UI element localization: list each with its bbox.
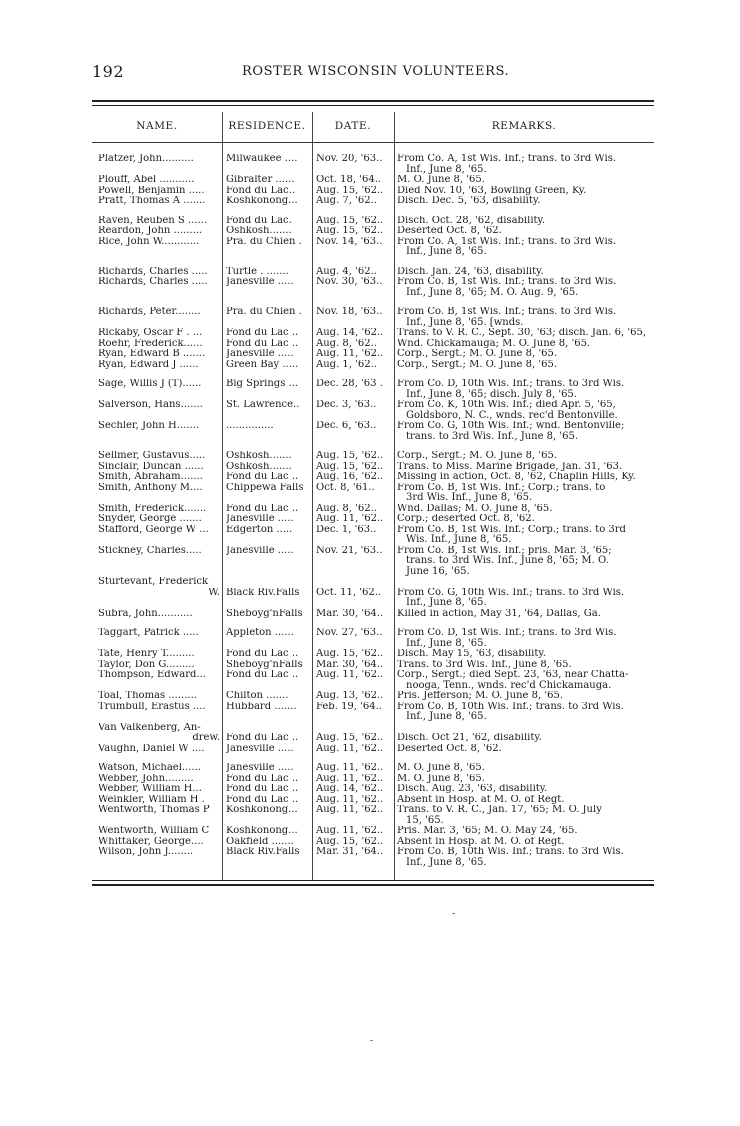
table-row xyxy=(92,847,654,868)
soldier-name: Whittaker, George.... xyxy=(98,836,204,847)
enlistment-date: Aug. 11, '62.. xyxy=(316,349,384,359)
residence: Fond du Lac .. xyxy=(226,784,299,794)
top-rule-thin xyxy=(92,105,654,106)
remarks-line: From Co. G, 10th Wis. Inf.; trans. to 3rd Wis. xyxy=(397,587,625,598)
table-row xyxy=(92,774,654,785)
table-row xyxy=(92,525,654,546)
table-row xyxy=(92,175,654,186)
residence: ............... xyxy=(226,421,274,431)
table-row xyxy=(92,216,654,227)
table-row xyxy=(92,660,654,671)
remarks-line: Trans. to V. R. C., Sept. 30, '63; disch. Jan. 6, '65, xyxy=(397,328,647,338)
header-residence: RESIDENCE. xyxy=(228,120,306,132)
remarks xyxy=(397,451,653,462)
enlistment-date: Aug. 8, '62.. xyxy=(316,503,377,514)
remarks xyxy=(397,514,653,525)
remarks-line: Disch. Oct. 28, '62, disability. xyxy=(397,215,546,226)
soldier-name: Roehr, Frederick...... xyxy=(98,338,203,349)
remarks xyxy=(397,267,653,278)
remarks-line: From Co. B, 1st Wis. Inf.; trans. to 3rd Wis. xyxy=(397,277,617,287)
residence: Fond du Lac .. xyxy=(226,773,299,784)
table-row xyxy=(92,744,654,755)
bottom-rule-thick xyxy=(92,884,654,886)
enlistment-date: Dec. 28, '63 . xyxy=(316,379,383,389)
table-row xyxy=(92,186,654,197)
residence: Big Springs ... xyxy=(226,379,299,389)
enlistment-date: Nov. 27, '63.. xyxy=(316,628,383,638)
residence: Oshkosh....... xyxy=(226,461,292,472)
table-row xyxy=(92,577,654,588)
table-row xyxy=(92,628,654,649)
remarks-line: Corp., Sergt.; M. O. June 8, '65. xyxy=(397,359,558,370)
soldier-name: Van Valkenberg, An- xyxy=(98,722,201,733)
remarks-line: Corp., Sergt.; M. O. June 8, '65. xyxy=(397,349,558,359)
soldier-name: Tate, Henry T......... xyxy=(98,649,195,659)
remarks xyxy=(397,784,653,795)
remarks-line: nooga, Tenn., wnds. rec'd Chickamauga. xyxy=(406,679,612,691)
remarks xyxy=(397,660,653,671)
remarks-line: Disch. Dec. 5, '63, disability. xyxy=(397,196,541,206)
enlistment-date: Aug. 14, '62.. xyxy=(316,784,384,794)
table-row xyxy=(92,154,654,175)
remarks xyxy=(397,360,653,371)
remarks-line: Absent in Hosp. at M. O. of Regt. xyxy=(397,794,565,805)
remarks-line: M. O. June 8, '65. xyxy=(397,763,485,773)
remarks-line: From Co. B, 1st Wis. Inf.; trans. to 3rd Wis. xyxy=(397,307,617,317)
table-row xyxy=(92,483,654,504)
header-rule xyxy=(92,142,654,143)
remarks-line: Absent in Hosp. at M. O. of Regt. xyxy=(397,836,565,847)
enlistment-date: Mar. 31, '64.. xyxy=(316,847,384,857)
soldier-name: Sechler, John H....... xyxy=(98,421,200,431)
soldier-name: Vaughn, Daniel W .... xyxy=(98,743,205,754)
remarks-line: Goldsboro, N. C., wnds. rec'd Bentonville. xyxy=(406,409,618,421)
soldier-name: Taylor, Don G......... xyxy=(98,659,195,670)
soldier-name: Trumbull, Erastus .... xyxy=(98,701,206,712)
remarks-line: From Co. D, 10th Wis. Inf.; trans. to 3rd Wis. xyxy=(397,379,625,389)
residence: Appleton ...... xyxy=(226,628,294,638)
soldier-name: Wentworth, William C xyxy=(98,826,210,836)
remarks xyxy=(397,805,653,826)
residence: Fond du Lac .. xyxy=(226,794,299,805)
remarks-line: Inf., June 8, '65; disch. July 8, '65. xyxy=(406,388,577,400)
bottom-rule-thin xyxy=(92,880,654,881)
remarks-line: 15, '65. xyxy=(406,814,444,826)
enlistment-date: Nov. 14, '63.. xyxy=(316,236,383,247)
enlistment-date: Aug. 14, '62.. xyxy=(316,328,384,338)
residence: Koshkonong... xyxy=(226,196,298,206)
table-row xyxy=(92,837,654,848)
table-row xyxy=(92,360,654,371)
enlistment-date: Nov. 20, '63.. xyxy=(316,154,383,164)
remarks xyxy=(397,186,653,197)
remarks xyxy=(397,421,653,442)
table-row xyxy=(92,451,654,462)
residence: Edgerton ..... xyxy=(226,524,293,535)
residence: Fond du Lac. xyxy=(226,215,292,226)
remarks-line: Disch. Aug. 23, '63, disability. xyxy=(397,784,548,794)
remarks-line: Inf., June 8, '65. xyxy=(406,597,487,608)
remarks-line: Pris. Mar. 3, '65; M. O. May 24, '65. xyxy=(397,826,578,836)
enlistment-date: Aug. 11, '62.. xyxy=(316,773,384,784)
residence: Janesville ..... xyxy=(226,545,294,556)
enlistment-date: Oct. 18, '64.. xyxy=(316,175,382,185)
table-row xyxy=(92,379,654,400)
remarks-line: From Co. B, 10th Wis. Inf.; trans. to 3rd Wis. xyxy=(397,847,624,857)
page-number: 192 xyxy=(92,62,125,81)
soldier-name: Rickaby, Oscar F . ... xyxy=(98,328,203,338)
residence: Fond du Lac .. xyxy=(226,503,299,514)
enlistment-date: Aug. 11, '62.. xyxy=(316,670,384,680)
table-row xyxy=(92,763,654,774)
table-row xyxy=(92,691,654,702)
residence: Oakfield ....... xyxy=(226,836,294,847)
roster-table xyxy=(92,112,654,880)
soldier-name: Smith, Anthony M.... xyxy=(98,482,203,493)
stray-mark xyxy=(452,913,455,914)
remarks-line: M. O. June 8, '65. xyxy=(397,773,485,784)
remarks-line: Corp., Sergt.; M. O. June 8, '65. xyxy=(397,451,558,461)
table-row xyxy=(92,472,654,483)
residence: Koshkonong... xyxy=(226,805,298,815)
stray-mark xyxy=(370,1040,373,1041)
residence: Fond du Lac .. xyxy=(226,338,299,349)
soldier-name: Richards, Charles ..... xyxy=(98,277,208,287)
remarks-line: trans. to 3rd Wis. Inf., June 8, '65. xyxy=(406,430,579,442)
remarks-line: Inf., June 8, '65. xyxy=(406,163,487,175)
remarks-line: Corp.; deserted Oct. 8, '62. xyxy=(397,514,535,524)
remarks-line: From Co. B, 10th Wis. Inf.; trans. to 3rd Wis. xyxy=(397,701,624,712)
remarks-line: trans. to 3rd Wis. Inf., June 8, '65; M. O. xyxy=(406,555,609,566)
remarks-line: Trans. to 3rd Wis. Inf., June 8, '65. xyxy=(397,659,572,670)
soldier-name: Ryan, Edward J ...... xyxy=(98,359,199,370)
soldier-name: Powell, Benjamin ..... xyxy=(98,185,205,196)
enlistment-date: Aug. 15, '62.. xyxy=(316,185,384,196)
roster-rows xyxy=(92,154,654,868)
table-row xyxy=(92,784,654,795)
residence: Fond du Lac .. xyxy=(226,670,299,680)
table-row xyxy=(92,462,654,473)
soldier-name: Sturtevant, Frederick xyxy=(98,577,209,587)
table-row xyxy=(92,307,654,328)
enlistment-date: Dec. 3, '63.. xyxy=(316,400,377,410)
soldier-name: Weinkler, William H . xyxy=(98,794,205,805)
remarks-line: Wnd. Chickamauga; M. O. June 8, '65. xyxy=(397,338,591,349)
residence: Oshkosh....... xyxy=(226,451,292,461)
soldier-name: Reardon, John ......... xyxy=(98,226,203,236)
remarks xyxy=(397,826,653,837)
remarks xyxy=(397,702,653,723)
residence: Black Riv.Falls xyxy=(226,587,300,598)
residence: Fond du Lac .. xyxy=(226,733,299,743)
table-row xyxy=(92,504,654,515)
remarks-line: From Co. A, 1st Wis. Inf.; trans. to 3rd Wis. xyxy=(397,154,617,164)
remarks-line: From Co. G, 10th Wis. Inf.; wnd. Bentonville; xyxy=(397,421,625,431)
enlistment-date: Aug. 13, '62.. xyxy=(316,691,384,701)
residence: Janesville ..... xyxy=(226,277,294,287)
remarks xyxy=(397,763,653,774)
enlistment-date: Aug. 15, '62.. xyxy=(316,649,384,659)
table-row xyxy=(92,421,654,442)
remarks-line: 3rd Wis. Inf., June 8, '65. xyxy=(406,492,533,503)
remarks xyxy=(397,328,653,339)
enlistment-date: Nov. 21, '63.. xyxy=(316,545,383,556)
table-row xyxy=(92,400,654,421)
enlistment-date: Aug. 15, '62.. xyxy=(316,733,384,743)
remarks-line: June 16, '65. xyxy=(406,565,470,577)
page-header xyxy=(92,62,654,82)
enlistment-date: Dec. 1, '63.. xyxy=(316,524,377,535)
soldier-name: Taggart, Patrick ..... xyxy=(98,628,199,638)
residence: St. Lawrence.. xyxy=(226,400,300,410)
remarks xyxy=(397,774,653,785)
soldier-name: W. xyxy=(208,587,220,598)
enlistment-date: Aug. 16, '62.. xyxy=(316,472,384,482)
soldier-name: Stafford, George W ... xyxy=(98,524,209,535)
residence: Black Riv.Falls xyxy=(226,847,300,857)
remarks xyxy=(397,400,653,421)
remarks xyxy=(397,588,653,609)
soldier-name: Plouff, Abel ........... xyxy=(98,175,195,185)
residence: Fond du Lac.. xyxy=(226,185,296,196)
soldier-name: Richards, Peter........ xyxy=(98,307,201,317)
soldier-name: Salverson, Hans....... xyxy=(98,400,203,410)
table-row xyxy=(92,805,654,826)
remarks-line: Trans. to Miss. Marine Brigade, Jan. 31, '63. xyxy=(397,461,623,472)
table-row xyxy=(92,795,654,806)
residence: Hubbard ....... xyxy=(226,701,297,712)
residence: Sheboyg'nFalls xyxy=(226,659,303,670)
residence: Janesville ..... xyxy=(226,763,294,773)
remarks xyxy=(397,691,653,702)
remarks xyxy=(397,837,653,848)
enlistment-date: Aug. 11, '62.. xyxy=(316,514,384,524)
remarks xyxy=(397,196,653,207)
soldier-name: Ryan, Edward B ....... xyxy=(98,349,206,359)
table-row xyxy=(92,226,654,237)
enlistment-date: Oct. 8, '61.. xyxy=(316,482,375,493)
soldier-name: Sellmer, Gustavus..... xyxy=(98,451,206,461)
remarks-line: Killed in action, May 31, '64, Dallas, Ga. xyxy=(397,608,601,619)
enlistment-date: Aug. 15, '62.. xyxy=(316,215,384,226)
soldier-name: Watson, Michael...... xyxy=(98,763,201,773)
residence: Janesville ..... xyxy=(226,743,294,754)
table-row xyxy=(92,733,654,744)
remarks xyxy=(397,237,653,258)
enlistment-date: Aug. 1, '62.. xyxy=(316,359,377,370)
remarks xyxy=(397,379,653,400)
remarks xyxy=(397,733,653,744)
soldier-name: Stickney, Charles..... xyxy=(98,545,202,556)
soldier-name: Platzer, John.......... xyxy=(98,154,194,164)
remarks xyxy=(397,525,653,546)
enlistment-date: Aug. 11, '62.. xyxy=(316,805,384,815)
soldier-name: Raven, Reuben S ...... xyxy=(98,215,208,226)
remarks xyxy=(397,744,653,755)
table-row xyxy=(92,588,654,609)
header-remarks: REMARKS. xyxy=(491,120,557,132)
remarks xyxy=(397,670,653,691)
remarks-line: Deserted Oct. 8, '62. xyxy=(397,743,502,754)
table-row xyxy=(92,723,654,734)
residence: Janesville ..... xyxy=(226,514,294,524)
remarks xyxy=(397,349,653,360)
enlistment-date: Dec. 6, '63.. xyxy=(316,421,377,431)
remarks-line: Inf., June 8, '65. xyxy=(406,856,487,868)
remarks xyxy=(397,847,653,868)
enlistment-date: Aug. 11, '62.. xyxy=(316,743,384,754)
remarks-line: Deserted Oct. 8, '62. xyxy=(397,226,502,236)
remarks-line: Disch. May 15, '63, disability. xyxy=(397,649,546,659)
remarks xyxy=(397,795,653,806)
remarks-line: Inf., June 8, '65. xyxy=(406,711,487,722)
soldier-name: Sinclair, Duncan ...... xyxy=(98,461,204,472)
soldier-name: Webber, William H... xyxy=(98,784,202,794)
residence: Pra. du Chien . xyxy=(226,307,302,317)
table-row xyxy=(92,609,654,620)
top-rule-thick xyxy=(92,100,654,102)
remarks-line: From Co. B, 1st Wis. Inf.; pris. Mar. 3, '65; xyxy=(397,545,612,556)
soldier-name: Subra, John........... xyxy=(98,608,193,619)
remarks xyxy=(397,277,653,298)
enlistment-date: Aug. 15, '62.. xyxy=(316,451,384,461)
remarks-line: Inf., June 8, '65. xyxy=(406,637,487,649)
soldier-name: Smith, Frederick....... xyxy=(98,503,207,514)
enlistment-date: Mar. 30, '64.. xyxy=(316,659,384,670)
residence: Fond du Lac .. xyxy=(226,328,299,338)
remarks-line: From Co. K, 10th Wis. Inf.; died Apr. 5, '65, xyxy=(397,400,616,410)
soldier-name: drew. xyxy=(192,733,220,743)
table-row xyxy=(92,702,654,723)
residence: Fond du Lac .. xyxy=(226,472,299,482)
enlistment-date: Aug. 11, '62.. xyxy=(316,826,384,836)
remarks xyxy=(397,226,653,237)
remarks xyxy=(397,307,653,328)
soldier-name: Snyder, George ....... xyxy=(98,514,202,524)
table-row xyxy=(92,328,654,339)
table-row xyxy=(92,267,654,278)
table-row xyxy=(92,339,654,350)
soldier-name: Wilson, John J........ xyxy=(98,847,194,857)
remarks xyxy=(397,154,653,175)
table-row xyxy=(92,514,654,525)
residence: Janesville ..... xyxy=(226,349,294,359)
remarks xyxy=(397,472,653,483)
remarks-line: From Co. D, 1st Wis. Inf.; trans. to 3rd Wis. xyxy=(397,628,617,638)
header-name: NAME. xyxy=(136,120,178,132)
remarks-line: From Co. A, 1st Wis. Inf.; trans. to 3rd Wis. xyxy=(397,236,617,247)
table-row xyxy=(92,349,654,360)
enlistment-date: Aug. 11, '62.. xyxy=(316,763,384,773)
soldier-name: Toal, Thomas ......... xyxy=(98,691,197,701)
residence: Green Bay ..... xyxy=(226,359,299,370)
residence: Chippewa Falls xyxy=(226,482,304,493)
residence: Turtle . ....... xyxy=(226,266,289,277)
soldier-name: Thompson, Edward... xyxy=(98,670,206,680)
remarks-line: Died Nov. 10, '63, Bowling Green, Ky. xyxy=(397,185,587,196)
soldier-name: Smith, Abraham....... xyxy=(98,472,203,482)
enlistment-date: Aug. 15, '62.. xyxy=(316,461,384,472)
remarks-line: Inf., June 8, '65. xyxy=(406,246,487,257)
enlistment-date: Aug. 7, '62.. xyxy=(316,196,377,206)
remarks xyxy=(397,483,653,504)
remarks xyxy=(397,628,653,649)
remarks-line: Wnd. Dallas; M. O. June 8, '65. xyxy=(397,503,553,514)
remarks xyxy=(397,462,653,473)
soldier-name: Webber, John......... xyxy=(98,773,194,784)
remarks-line: Missing in action, Oct. 8, '62, Chaplin Hills, Ky. xyxy=(397,472,636,482)
header-date: DATE. xyxy=(334,120,372,132)
remarks-line: From Co. B, 1st Wis. Inf.; Corp.; trans. to 3rd xyxy=(397,524,626,535)
enlistment-date: Feb. 19, '64.. xyxy=(316,701,382,712)
remarks-line: M. O. June 8, '65. xyxy=(397,175,485,185)
remarks xyxy=(397,649,653,660)
remarks-line: Inf., June 8, '65; M. O. Aug. 9, '65. xyxy=(406,286,579,298)
residence: Milwaukee .... xyxy=(226,154,298,164)
enlistment-date: Nov. 18, '63.. xyxy=(316,307,383,317)
table-row xyxy=(92,237,654,258)
remarks-line: Trans. to V. R. C., Jan. 17, '65; M. O. July xyxy=(397,805,602,815)
remarks xyxy=(397,609,653,620)
soldier-name: Pratt, Thomas A ....... xyxy=(98,196,206,206)
soldier-name: Rice, John W............ xyxy=(98,236,200,247)
table-row xyxy=(92,277,654,298)
remarks-line: Corp., Sergt.; died Sept. 23, '63, near Chatta- xyxy=(397,670,629,680)
enlistment-date: Aug. 11, '62.. xyxy=(316,794,384,805)
table-row xyxy=(92,196,654,207)
residence: Gibralter ...... xyxy=(226,175,295,185)
residence: Oshkosh....... xyxy=(226,226,292,236)
remarks-line: From Co. B, 1st Wis. Inf.; Corp.; trans. to xyxy=(397,482,606,493)
enlistment-date: Nov. 30, '63.. xyxy=(316,277,383,287)
remarks-line: Wis. Inf., June 8, '65. xyxy=(406,534,512,545)
running-title: ROSTER WISCONSIN VOLUNTEERS. xyxy=(242,64,510,79)
remarks xyxy=(397,339,653,350)
enlistment-date: Aug. 15, '62.. xyxy=(316,836,384,847)
residence: Pra. du Chien . xyxy=(226,236,302,247)
table-row xyxy=(92,546,654,578)
residence: Sheboyg'nFalls xyxy=(226,608,303,619)
remarks-line: Disch. Jan. 24, '63, disability. xyxy=(397,266,544,277)
table-row xyxy=(92,649,654,660)
soldier-name: Wentworth, Thomas P xyxy=(98,805,210,815)
remarks xyxy=(397,504,653,515)
enlistment-date: Aug. 8, '62.. xyxy=(316,338,377,349)
soldier-name: Richards, Charles ..... xyxy=(98,266,208,277)
table-row xyxy=(92,670,654,691)
remarks xyxy=(397,175,653,186)
enlistment-date: Aug. 15, '62.. xyxy=(316,226,384,236)
residence: Chilton ....... xyxy=(226,691,289,701)
enlistment-date: Mar. 30, '64.. xyxy=(316,608,384,619)
remarks-line: Inf., June 8, '65. [wnds. xyxy=(406,316,524,328)
residence: Koshkonong... xyxy=(226,826,298,836)
remarks-line: Disch. Oct 21, '62, disability. xyxy=(397,733,542,743)
enlistment-date: Aug. 4, '62.. xyxy=(316,266,377,277)
remarks-line: Pris. Jefferson; M. O. June 8, '65. xyxy=(397,691,563,701)
remarks xyxy=(397,546,653,578)
remarks xyxy=(397,216,653,227)
soldier-name: Sage, Willis J (T)...... xyxy=(98,379,202,389)
table-row xyxy=(92,826,654,837)
enlistment-date: Oct. 11, '62.. xyxy=(316,587,382,598)
residence: Fond du Lac .. xyxy=(226,649,299,659)
